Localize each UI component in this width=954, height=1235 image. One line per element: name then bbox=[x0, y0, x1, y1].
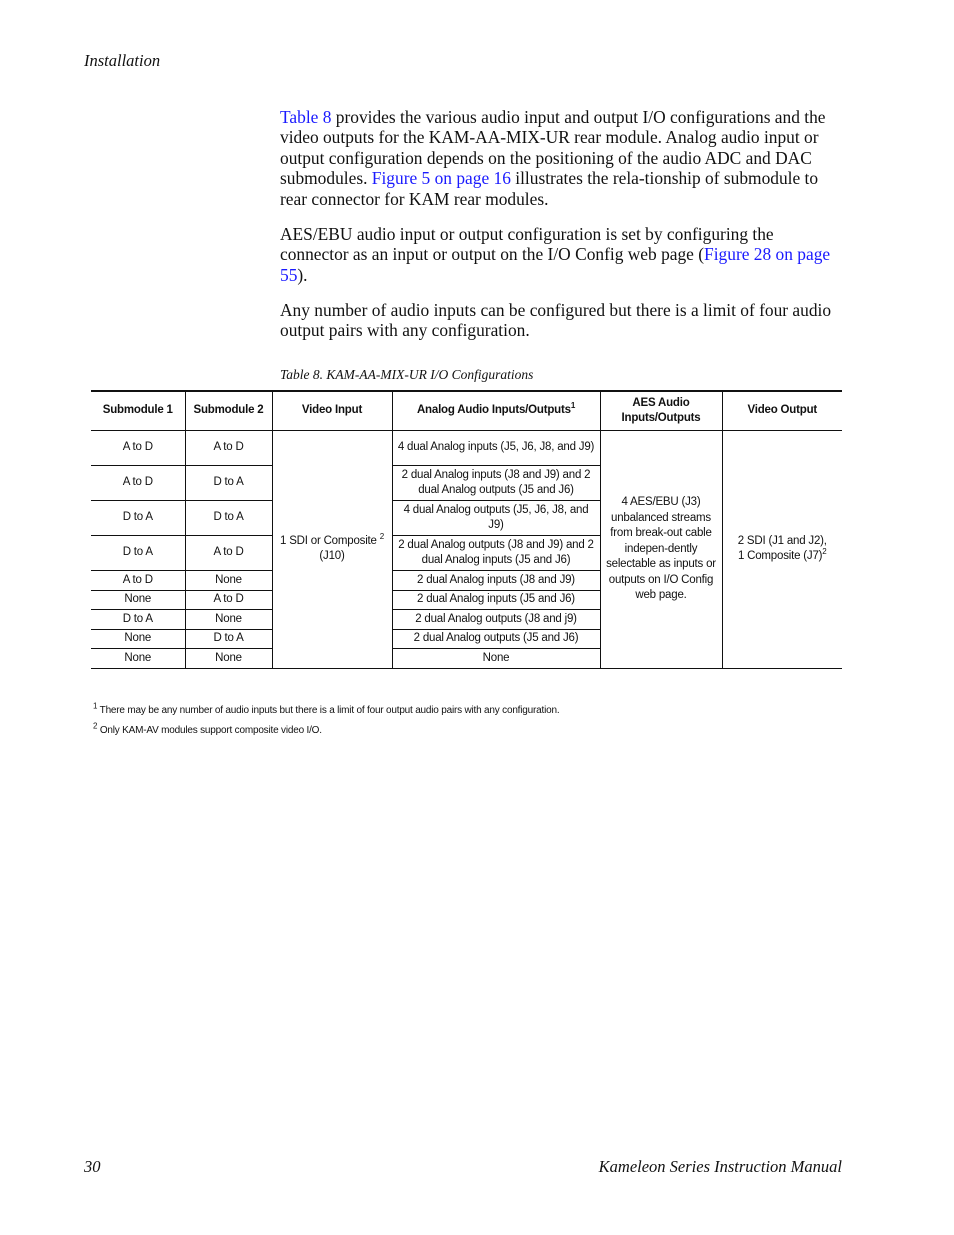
cell-submodule-2: None bbox=[185, 649, 272, 669]
cell-aes-audio: 4 AES/EBU (J3) unbalanced streams from break-out cable indepen-dently selectable as inputs or outputs on I/O Config web page. bbox=[600, 431, 722, 669]
table-row bbox=[91, 431, 842, 466]
header-analog-text: Analog Audio Inputs/Outputs bbox=[416, 404, 571, 417]
cell-submodule-1: D to A bbox=[91, 501, 185, 536]
cell-analog-audio: None bbox=[392, 649, 600, 669]
cell-submodule-1: A to D bbox=[91, 431, 185, 466]
footnote-text: Only KAM-AV modules support composite video I/O. bbox=[99, 725, 322, 736]
paragraph-text: Any number of audio inputs can be configured but there is a limit of four audio output pairs with any configuration. bbox=[280, 300, 832, 341]
footnote-1 bbox=[93, 701, 560, 716]
cell-analog-audio: 2 dual Analog inputs (J8 and J9) bbox=[392, 571, 600, 591]
cell-analog-audio: 2 dual Analog outputs (J8 and j9) bbox=[392, 610, 600, 630]
link-figure-28[interactable]: Figure 28 on page 55 bbox=[280, 244, 831, 285]
footnote-mark: 2 bbox=[93, 721, 98, 731]
cell-submodule-1: None bbox=[91, 590, 185, 610]
footnote-ref: 2 bbox=[822, 547, 827, 557]
table-caption: Table 8. KAM-AA-MIX-UR I/O Configurations bbox=[280, 367, 534, 382]
paragraph-text: ). bbox=[297, 264, 308, 285]
cell-analog-audio: 4 dual Analog inputs (J5, J6, J8, and J9) bbox=[392, 431, 600, 466]
cell-submodule-2: A to D bbox=[185, 590, 272, 610]
paragraph-aes bbox=[280, 224, 846, 285]
cell-submodule-2: None bbox=[185, 610, 272, 630]
paragraph-text: illustrates the rela-tionship of submodule to rear connector for KAM rear modules. bbox=[280, 168, 819, 209]
page-number: 30 bbox=[84, 1157, 101, 1176]
cell-submodule-2: D to A bbox=[185, 466, 272, 501]
cell-submodule-1: D to A bbox=[91, 610, 185, 630]
footnote-2 bbox=[93, 721, 322, 736]
table-header-row bbox=[91, 391, 842, 431]
paragraph-intro bbox=[280, 107, 846, 209]
header-submodule-2: Submodule 2 bbox=[185, 391, 272, 431]
cell-analog-audio: 2 dual Analog outputs (J8 and J9) and 2 dual Analog inputs (J5 and J6) bbox=[392, 536, 600, 571]
cell-video-input bbox=[272, 431, 392, 669]
footnote-ref: 2 bbox=[379, 531, 384, 541]
cell-submodule-1: D to A bbox=[91, 536, 185, 571]
cell-analog-audio: 2 dual Analog outputs (J5 and J6) bbox=[392, 629, 600, 649]
video-input-connector: (J10) bbox=[319, 550, 345, 563]
cell-video-output bbox=[722, 431, 842, 669]
footnote-text: There may be any number of audio inputs but there is a limit of four output audio pairs with any configuration. bbox=[99, 705, 560, 716]
footnote-mark: 1 bbox=[93, 701, 98, 711]
video-output-line1: 2 SDI (J1 and J2), bbox=[737, 534, 827, 547]
video-output-line2: 1 Composite (J7) bbox=[737, 550, 823, 563]
cell-analog-audio: 4 dual Analog outputs (J5, J6, J8, and J9) bbox=[392, 501, 600, 536]
manual-title: Kameleon Series Instruction Manual bbox=[598, 1157, 842, 1176]
paragraph-limit bbox=[280, 300, 846, 341]
cell-submodule-2: None bbox=[185, 571, 272, 591]
cell-analog-audio: 2 dual Analog inputs (J5 and J6) bbox=[392, 590, 600, 610]
header-aes-audio: AES Audio Inputs/Outputs bbox=[600, 391, 722, 431]
header-video-output: Video Output bbox=[722, 391, 842, 431]
paragraph-text: AES/EBU audio input or output configuration is set by configuring the connector as an input or output on the I/O Config web page ( bbox=[280, 224, 774, 265]
paragraph-text: provides the various audio input and output I/O configurations and the video outputs for the KAM-AA-MIX-UR rear module. Analog audio input or output configuration depends on the positioning of the audio ADC and DAC submodules. bbox=[280, 107, 826, 189]
cell-submodule-1: None bbox=[91, 649, 185, 669]
link-figure-5[interactable]: Figure 5 on page 16 bbox=[371, 168, 511, 189]
footnote-ref: 1 bbox=[570, 401, 576, 411]
header-video-input: Video Input bbox=[272, 391, 392, 431]
io-configuration-table bbox=[91, 390, 842, 669]
cell-submodule-2: A to D bbox=[185, 536, 272, 571]
header-submodule-1: Submodule 1 bbox=[91, 391, 185, 431]
video-input-text: 1 SDI or Composite bbox=[280, 534, 377, 547]
cell-submodule-2: D to A bbox=[185, 629, 272, 649]
cell-submodule-1: A to D bbox=[91, 466, 185, 501]
cell-submodule-2: A to D bbox=[185, 431, 272, 466]
header-analog-audio bbox=[392, 391, 600, 431]
link-table-8[interactable]: Table 8 bbox=[280, 107, 332, 127]
cell-submodule-2: D to A bbox=[185, 501, 272, 536]
cell-submodule-1: None bbox=[91, 629, 185, 649]
running-header: Installation bbox=[84, 51, 161, 70]
cell-analog-audio: 2 dual Analog inputs (J8 and J9) and 2 dual Analog outputs (J5 and J6) bbox=[392, 466, 600, 501]
cell-submodule-1: A to D bbox=[91, 571, 185, 591]
